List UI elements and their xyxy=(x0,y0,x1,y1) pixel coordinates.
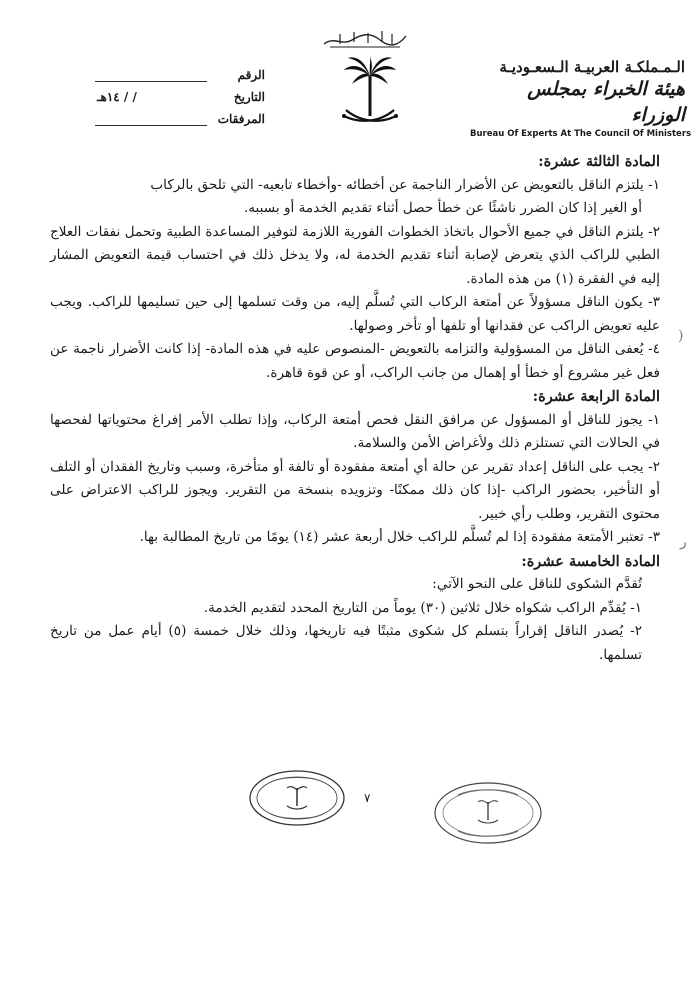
ref-attachments-row xyxy=(95,108,265,130)
margin-tick-mark: ر xyxy=(680,534,687,550)
article-13-item-2: ٢- يلتزم الناقل في جميع الأحوال باتخاذ الخطوات الفورية اللازمة لتوفير المساعدة الطبية وتحمل نفقات العلاج الطبي للراكب الذي يتعرض لإصابة أثناء تقديم الخدمة له، ولا يدخل ذلك في احتساب قيمة التعويض المشار إليه في الفقرة (١) من هذه المادة. xyxy=(50,223,660,287)
article-13-item-1: ١- يلتزم الناقل بالتعويض عن الأضرار الناجمة عن أخطائه -وأخطاء تابعيه- التي تلحق بالركاب xyxy=(150,176,660,193)
article-13-item-4: ٤- يُعفى الناقل من المسؤولية والتزامه بالتعويض -المنصوص عليه في هذه المادة- إذا كانت الأضرار ناجمة عن فعل غير مشروع أو خطأ أو إهمال من جانب الراكب، أو عن قوة قاهرة. xyxy=(50,341,660,381)
org-bureau-name-english: Bureau Of Experts At The Council Of Ministers xyxy=(470,129,692,139)
document-body xyxy=(50,150,660,667)
page-number: ٧ xyxy=(364,791,371,805)
official-stamp-right xyxy=(432,780,544,846)
article-13-item-3: ٣- يكون الناقل مسؤولاً عن أمتعة الركاب التي تُسلَّم إليه، من وقت تسلمها إلى حين تسليمها للراكب. ويجب عليه تعويض الراكب عن فقدانها أو تلفها أو تأخر وصولها. xyxy=(50,294,660,334)
ref-number-line xyxy=(95,69,207,82)
ref-number-row xyxy=(95,64,265,86)
ref-attachments-label: المرفقات xyxy=(217,112,265,126)
org-bureau-name-arabic: هيئة الخبراء بمجلس الوزراء xyxy=(527,78,685,126)
article-15-heading: المادة الخامسة عشرة: xyxy=(521,552,660,570)
article-14-item-2: ٢- يجب على الناقل إعداد تقرير عن حالة أي أمتعة مفقودة أو تالفة أو متأخرة، وسبب وتاريخ الفقدان أو التلف أو التأخير، بحضور الراكب -إذا كان ذلك ممكنًا- وتزويده بنسخة من التقرير. ويجوز للراكب الاعتراض على محتوى التقرير، وطلب رأي خبير. xyxy=(50,458,660,522)
article-15-item-2: ٢- يُصدر الناقل إقراراً بتسلم كل شكوى مثبتًا فيه تاريخها، وذلك خلال خمسة (٥) أيام عمل من تاريخ تسلمها. xyxy=(50,623,642,663)
ref-date-value: / / ١٤هـ xyxy=(97,90,137,104)
article-14-item-3: ٣- تعتبر الأمتعة مفقودة إذا لم تُسلَّم للراكب خلال أربعة عشر (١٤) يومًا من تاريخ المطالبة بها. xyxy=(139,529,660,545)
reference-block xyxy=(95,64,265,130)
article-14-item-1: ١- يجوز للناقل أو المسؤول عن مرافق النقل فحص أمتعة الركاب، وإذا تطلب الأمر إفراغ محتوياتها لفحصها في الحالات التي تستلزم ذلك ولأغراض الأمن والسلامة. xyxy=(50,411,660,451)
ref-date-label: التاريخ xyxy=(233,90,265,104)
ref-attachments-line xyxy=(95,113,207,126)
ref-date-row xyxy=(95,86,265,108)
article-14-heading: المادة الرابعة عشرة: xyxy=(532,388,660,405)
org-kingdom-name: الـمـملكـة العربيـة الـسعـوديـة xyxy=(499,58,685,76)
organization-letterhead xyxy=(470,58,692,139)
basmala-calligraphy xyxy=(320,28,410,50)
ref-number-label: الرقم xyxy=(237,68,265,82)
article-13-heading: المادة الثالثة عشرة: xyxy=(538,153,660,170)
article-15-intro: تُقدَّم الشكوى للناقل على النحو الآتي: xyxy=(432,576,642,592)
article-15-item-1: ١- يُقدِّم الراكب شكواه خلال ثلاثين (٣٠) يوماً من التاريخ المحدد لتقديم الخدمة. xyxy=(203,599,642,616)
official-stamp-left xyxy=(247,768,347,828)
margin-bracket-mark: ) xyxy=(678,328,684,344)
palm-swords-emblem xyxy=(340,54,400,132)
article-13-item-1-continued: أو الغير إذا كان الضرر ناشئًا عن خطأ حصل أثناء تقديم الخدمة أو بسببه. xyxy=(243,200,642,216)
